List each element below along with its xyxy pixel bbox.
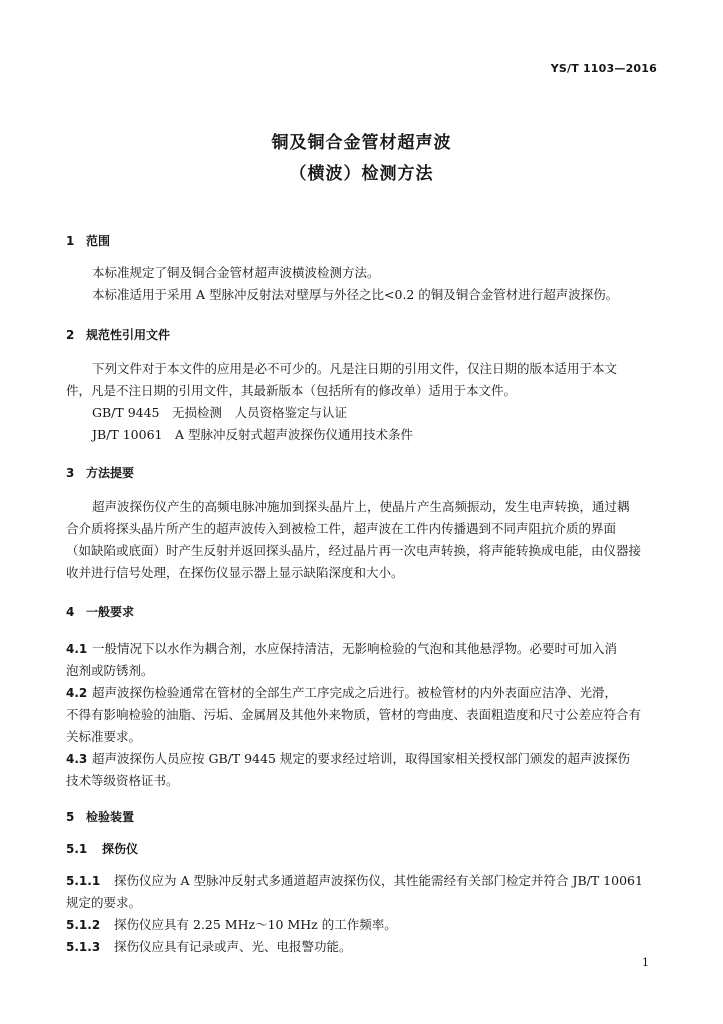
clause-5-1-3-text: 探伤仪应具有记录或声、光、电报警功能。 [114, 939, 352, 954]
standard-code: YS/T 1103—2016 [550, 62, 657, 75]
section-3-number: 3 [66, 466, 75, 480]
clause-4-1-line-2: 泡剂或防锈剂。 [66, 663, 154, 678]
clause-5-1-1-text: 探伤仪应为 A 型脉冲反射式多通道超声波探伤仪，其性能需经有关部门检定并符合 JB/T 10061 [114, 873, 643, 888]
section-1-number: 1 [66, 234, 75, 248]
clause-4-2-text: 超声波探伤检验通常在管材的全部生产工序完成之后进行。被检管材的内外表面应洁净、光滑， [92, 685, 618, 700]
clause-5-1-3-number: 5.1.3 [66, 940, 101, 954]
clause-5-1-1-number: 5.1.1 [66, 874, 101, 888]
section-5-number: 5 [66, 810, 75, 824]
s1-paragraph-1: 本标准规定了铜及铜合金管材超声波横波检测方法。 [92, 265, 380, 280]
s1-paragraph-2: 本标准适用于采用 A 型脉冲反射法对壁厚与外径之比<0.2 的铜及铜合金管材进行超声波探伤。 [92, 287, 619, 302]
clause-5-1-2-text: 探伤仪应具有 2.25 MHz～10 MHz 的工作频率。 [114, 917, 397, 932]
section-1-title: 范围 [86, 234, 111, 248]
clause-4-3-text: 超声波探伤人员应按 GB/T 9445 规定的要求经过培训，取得国家相关授权部门颁发的超声波探伤 [92, 751, 630, 766]
section-5-title: 检验装置 [86, 810, 135, 824]
s3-line-3: （如缺陷或底面）时产生反射并返回探头晶片，经过晶片再一次电声转换，将声能转换成电能，由仪器接 [66, 543, 642, 558]
s2-paragraph-line-2: 件，凡是不注日期的引用文件，其最新版本（包括所有的修改单）适用于本文件。 [66, 383, 517, 398]
section-1-heading [66, 232, 110, 249]
clause-4-2-line-2: 不得有影响检验的油脂、污垢、金属屑及其他外来物质，管材的弯曲度、表面粗造度和尺寸公差应符合有 [66, 707, 642, 722]
clause-5-1-3 [66, 936, 352, 958]
clause-4-1-number: 4.1 [66, 642, 88, 656]
title-line-2: （横波）检测方法 [289, 164, 434, 184]
section-5-1-number: 5.1 [66, 842, 88, 856]
section-2-number: 2 [66, 328, 75, 342]
section-2-title: 规范性引用文件 [86, 328, 171, 342]
clause-4-1-line-1 [66, 638, 617, 660]
clause-4-1-text: 一般情况下以水作为耦合剂，水应保持清洁，无影响检验的气泡和其他悬浮物。必要时可加入消 [92, 641, 618, 656]
section-4-heading [66, 603, 134, 620]
section-5-1-title: 探伤仪 [102, 842, 139, 856]
clause-4-3-line-2: 技术等级资格证书。 [66, 773, 179, 788]
s3-line-4: 收并进行信号处理，在探伤仪显示器上显示缺陷深度和大小。 [66, 565, 404, 580]
clause-5-1-2-number: 5.1.2 [66, 918, 101, 932]
clause-4-2-line-1 [66, 682, 617, 704]
page-number: 1 [642, 956, 649, 969]
section-2-heading [66, 326, 170, 343]
section-5-heading [66, 808, 134, 825]
section-3-title: 方法提要 [86, 466, 135, 480]
section-4-title: 一般要求 [86, 605, 135, 619]
clause-5-1-2 [66, 914, 397, 936]
section-3-heading [66, 464, 134, 481]
clause-4-3-number: 4.3 [66, 752, 88, 766]
clause-4-3-line-1 [66, 748, 630, 770]
s2-paragraph-line-1: 下列文件对于本文件的应用是必不可少的。凡是注日期的引用文件，仅注日期的版本适用于本文 [92, 361, 618, 376]
clause-4-2-number: 4.2 [66, 686, 88, 700]
clause-5-1-1-line-2: 规定的要求。 [66, 895, 142, 910]
section-5-1-heading [66, 840, 138, 857]
clause-4-2-line-3: 关标准要求。 [66, 729, 142, 744]
reference-gbt-9445: GB/T 9445 无损检测 人员资格鉴定与认证 [92, 405, 348, 420]
section-4-number: 4 [66, 605, 75, 619]
s3-line-2: 合介质将探头晶片所产生的超声波传入到被检工件，超声波在工件内传播遇到不同声阻抗介质的界面 [66, 521, 617, 536]
clause-5-1-1-line-1 [66, 870, 643, 892]
title-line-1: 铜及铜合金管材超声波 [271, 133, 452, 153]
reference-jbt-10061: JB/T 10061 A 型脉冲反射式超声波探伤仪通用技术条件 [92, 427, 413, 442]
s3-line-1: 超声波探伤仪产生的高频电脉冲施加到探头晶片上，使晶片产生高频振动，发生电声转换，通过耦 [92, 499, 630, 514]
